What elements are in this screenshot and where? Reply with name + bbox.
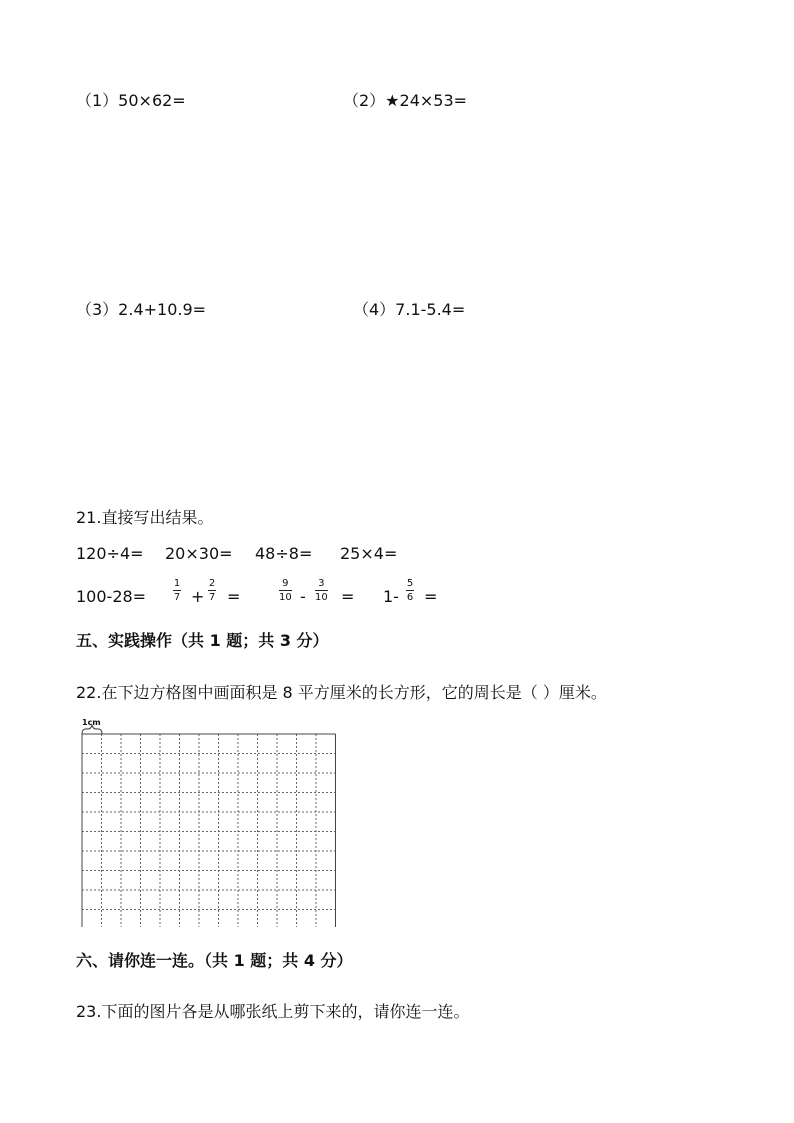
problem-3: （3）2.4+10.9= [76,300,207,319]
q23-text: 23.下面的图片各是从哪张纸上剪下来的，请你连一连。 [76,1002,470,1021]
equals-sign: = [227,587,241,606]
equals-sign: = [424,587,438,606]
plus-operator: + [191,587,205,606]
equals-sign: = [341,587,355,606]
q21-item-1: 120÷4= [76,544,144,563]
square-grid [81,733,343,927]
fraction-2-7: 2 7 [208,578,216,603]
problem-2: （2）★24×53= [343,91,468,110]
grid-scale-label: 1cm [82,718,101,727]
fraction-9-10: 9 10 [279,578,292,603]
one-minus: 1- [383,587,399,606]
q21-item-4: 25×4= [340,544,398,563]
q21-item-5: 100-28= [76,587,147,606]
q21-title: 21.直接写出结果。 [76,508,214,527]
minus-operator: - [300,587,306,606]
section-5-heading: 五、实践操作（共 1 题；共 3 分） [76,631,329,650]
q22-text: 22.在下边方格图中画面积是 8 平方厘米的长方形，它的周长是（ ）厘米。 [76,683,607,702]
q21-item-3: 48÷8= [255,544,313,563]
q21-item-2: 20×30= [165,544,233,563]
fraction-3-10: 3 10 [315,578,328,603]
fraction-1-7: 1 7 [173,578,181,603]
section-6-heading: 六、请你连一连。（共 1 题；共 4 分） [76,951,353,970]
fraction-5-6: 5 6 [406,578,414,603]
problem-1: （1）50×62= [76,91,186,110]
problem-4: （4）7.1-5.4= [353,300,466,319]
